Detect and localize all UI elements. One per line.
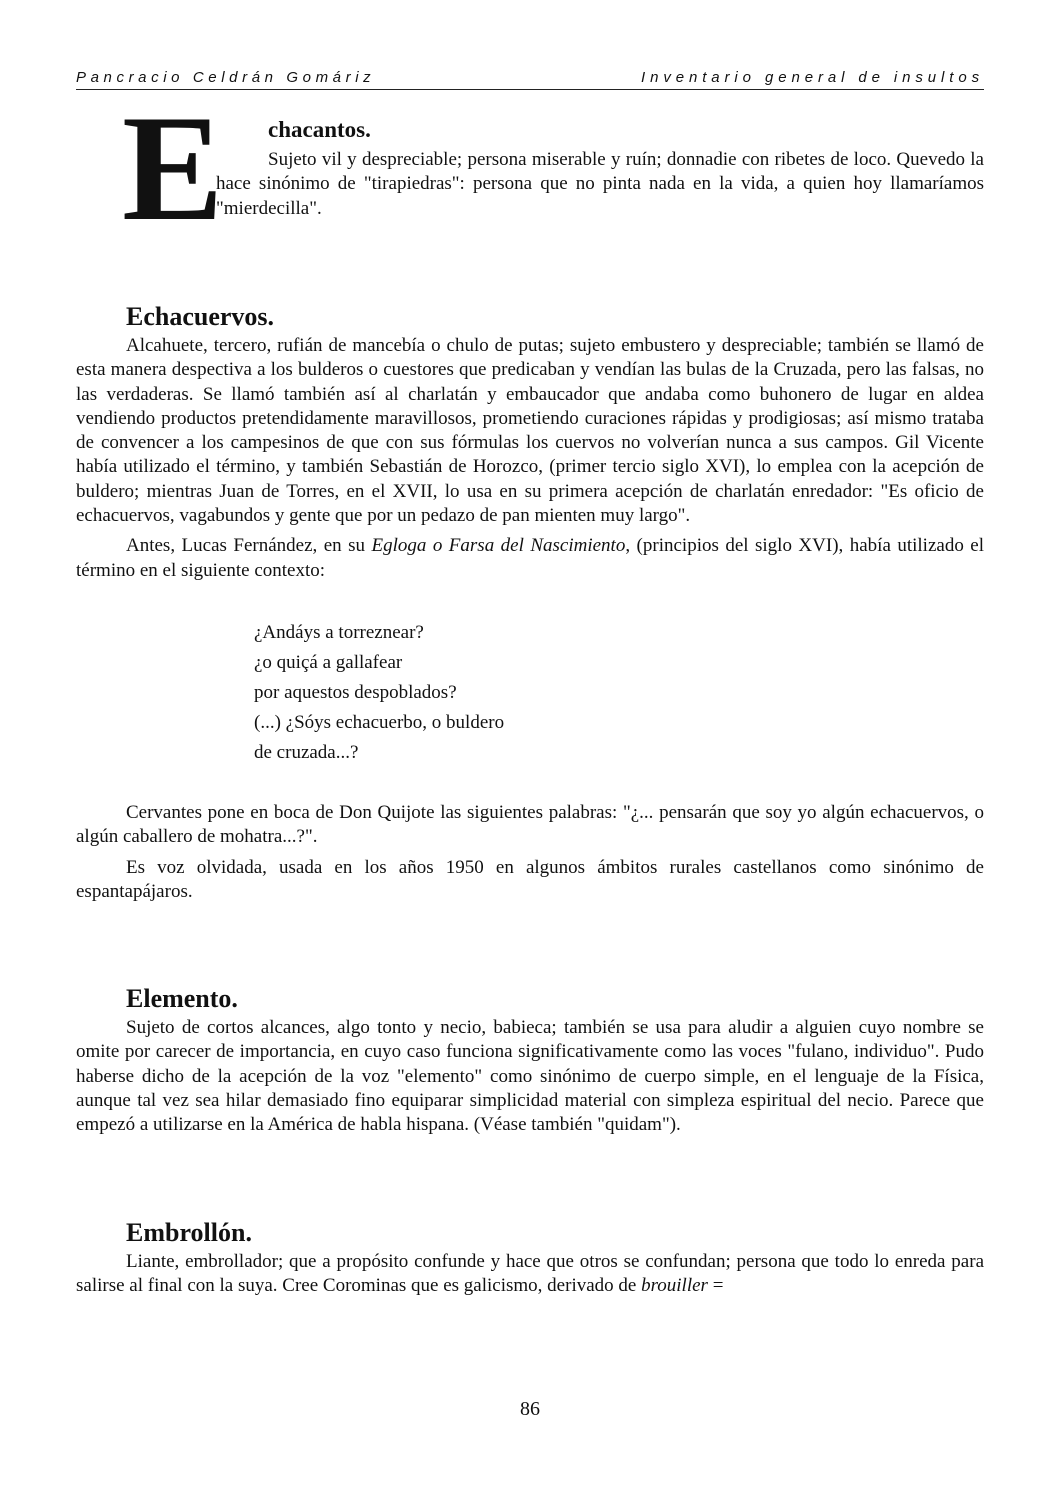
page-number: 86 bbox=[520, 1398, 540, 1420]
verse-line: por aquestos despoblados? bbox=[254, 681, 457, 703]
verse-line: ¿o quiçá a gallafear bbox=[254, 651, 403, 673]
entry-term: Echacuervos. bbox=[126, 302, 275, 331]
entry-paragraph: Alcahuete, tercero, rufián de mancebía o chulo de putas; sujeto embustero y despreciable; también se llamó de esta manera despectiva a los bulderos o cuestores que predicaban y vendían las bulas de la Cruzada, pero las falsas, no las verdaderas. Se llamó también así al charlatán y embaucador que andaba como buhonero de lugar en aldea vendiendo productos pretendidamente maravillosos, prometiendo curaciones rápidas y prodigiosas; así mismo trataba de convencer a los campesinos de que con sus fórmulas los cuervos no volverían nunca a sus campos. Gil Vicente había utilizado el término, y también Sebastián de Horozco, (primer tercio siglo XVI), lo emplea con la acepción de buldero; mientras Juan de Torres, en el XVII, lo usa en su primera acepción de charlatán enredador: "Es oficio de echacuervos, vagabundos y gente que por un pedazo de pan mienten muy largo". bbox=[76, 335, 984, 527]
entry-echacuervos bbox=[76, 300, 984, 904]
entry-definition bbox=[216, 148, 984, 221]
verse-line: de cruzada...? bbox=[254, 741, 359, 763]
entry-paragraph: Es voz olvidada, usada en los años 1950 en algunos ámbitos rurales castellanos como sinónimo de espantapájaros. bbox=[76, 856, 984, 902]
entry-paragraph bbox=[76, 534, 984, 583]
verse-line: (...) ¿Sóys echacuerbo, o buldero bbox=[254, 711, 505, 733]
entry-term: chacantos. bbox=[268, 117, 371, 142]
entry-paragraph: Sujeto de cortos alcances, algo tonto y necio, babieca; también se usa para aludir a alguien cuyo nombre se omite por carecer de importancia, en cuyo caso funciona significativamente como las voces "fulano, individuo". Pudo haberse dicho de la acepción de la voz "elemento" como sinónimo de cuerpo simple, en el lenguaje de la Física, aunque tal vez sea hilar demasiado fino equiparar simplicidad material con simpleza espiritual del necio. Parece que empezó a utilizarse en la América de habla hispana. (Véase también "quidam"). bbox=[76, 1017, 984, 1136]
foreign-word: brouiller bbox=[641, 1274, 708, 1296]
entry-paragraph: Cervantes pone en boca de Don Quijote las siguientes palabras: "¿... pensarán que soy yo algún echacuervos, o algún caballero de mohatra...?". bbox=[76, 801, 984, 848]
entry-term: Embrollón. bbox=[126, 1217, 252, 1247]
entry-elemento bbox=[76, 982, 984, 1137]
entry-term: Elemento. bbox=[126, 984, 238, 1014]
paragraph-text: Antes, Lucas Fernández, en su bbox=[126, 535, 372, 557]
entry-echacantos bbox=[76, 84, 984, 300]
entry-paragraph: Sujeto vil y despreciable; persona miserable y ruín; donnadie con ribetes de loco. Quevedo la hace sinónimo de "tirapiedras": persona que no pinta nada en la vida, a quien hoy llamaríamos "mierdecilla". bbox=[216, 149, 984, 219]
entry-paragraph bbox=[76, 1250, 984, 1299]
entry-embrollon bbox=[76, 1216, 984, 1299]
verse-line: ¿Andáys a torreznear? bbox=[254, 621, 424, 643]
header-book-title: Inventario general de insultos bbox=[641, 69, 984, 86]
work-title: Egloga o Farsa del Nascimiento bbox=[371, 535, 626, 557]
paragraph-text: , (principios del siglo XVI), había utilizado el término en el siguiente contexto: bbox=[76, 535, 984, 581]
paragraph-text: Liante, embrollador; que a propósito confunde y hace que otros se confundan; persona que todo lo enreda para salirse al final con la suya. Cree Corominas que es galicismo, derivado de bbox=[76, 1250, 984, 1296]
paragraph-text: = bbox=[707, 1274, 724, 1296]
page-body bbox=[76, 84, 984, 1304]
verse-quote bbox=[254, 618, 984, 768]
header-author: Pancracio Celdrán Gomáriz bbox=[76, 69, 376, 86]
drop-cap: E bbox=[122, 84, 224, 252]
